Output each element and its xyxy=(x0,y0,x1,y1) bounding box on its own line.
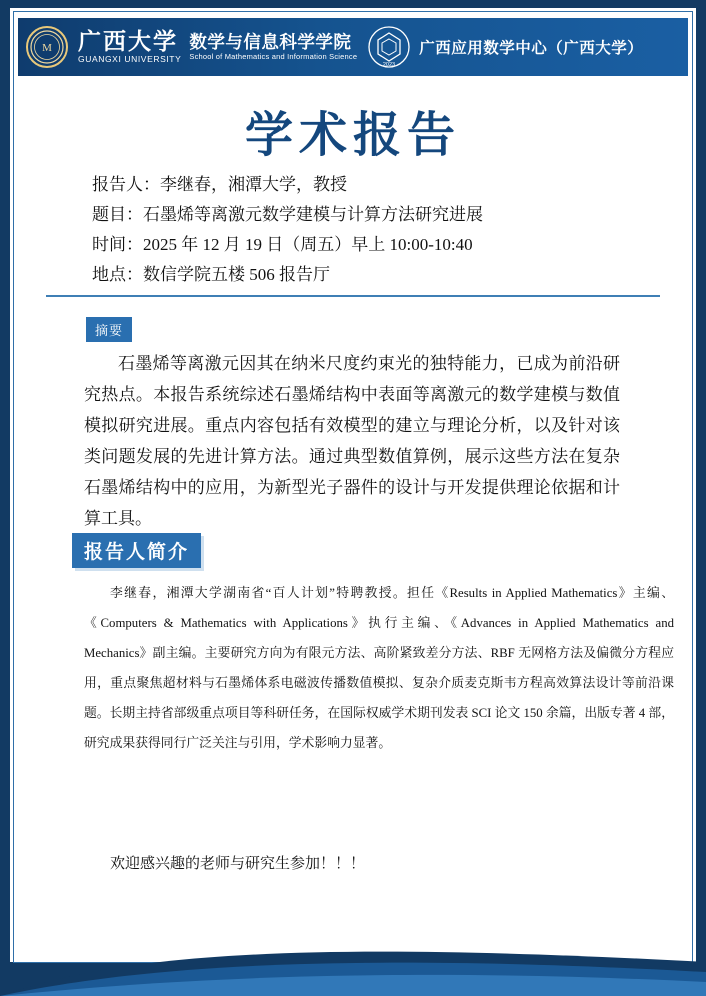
divider-line xyxy=(46,295,660,297)
info-topic: 题目：石墨烯等离激元数学建模与计算方法研究进展 xyxy=(92,205,483,224)
university-name-block xyxy=(78,30,181,64)
university-seal-icon xyxy=(26,26,68,68)
center-hexagon-logo-icon xyxy=(367,25,411,69)
speaker-bio-heading: 报告人简介 xyxy=(72,533,201,568)
frame-top-band xyxy=(0,0,706,8)
abstract-label: 摘要 xyxy=(86,317,132,342)
university-name-en: GUANGXI UNIVERSITY xyxy=(78,54,182,65)
info-place: 地点：数信学院五楼 506 报告厅 xyxy=(92,265,330,284)
school-name-block xyxy=(189,33,357,61)
school-name-en: School of Mathematics and Information Science xyxy=(189,52,358,62)
page-title: 学术报告 xyxy=(244,109,461,162)
header-banner xyxy=(18,18,688,76)
school-name-cn: 数学与信息科学学院 xyxy=(189,31,352,52)
speaker-bio-text: 李继春，湘潭大学湖南省“百人计划”特聘教授。担任《Results in Applied Mathematics》主编、《Computers & Mathematics with Applications》执行主编、《Advances in Applied Mathematics and Mechanics》副主编。主要研究方向为有限元方法、高阶紧致差分方法、RBF 无网格方法及偏微分方程应用，重点聚焦超材料与石墨烯体系电磁波传播数值模拟、复杂介质麦克斯韦方程高效算法设计等前沿课题。长期主持省部级重点项目等科研任务，在国际权威学术期刊发表 SCI 论文 150 余篇，出版专著 4 部，研究成果获得同行广泛关注与引用，学术影响力显著。 xyxy=(84,586,674,750)
bottom-swoosh-decoration xyxy=(0,936,706,996)
abstract-text: 石墨烯等离激元因其在纳米尺度约束光的独特能力，已成为前沿研究热点。本报告系统综述石墨烯结构中表面等离激元的数学建模与数值模拟研究进展。重点内容包括有效模型的建立与理论分析，以及针对该类问题发展的先进计算方法。通过典型数值算例，展示这些方法在复杂石墨烯结构中的应用，为新型光子器件的设计与开发提供理论依据和计算工具。 xyxy=(84,354,620,528)
center-logo-year: 2023 xyxy=(383,62,396,68)
svg-text:M: M xyxy=(42,42,52,54)
event-info-block xyxy=(92,170,652,290)
center-name: 广西应用数学中心（广西大学） xyxy=(419,40,644,57)
info-speaker: 报告人：李继春，湘潭大学，教授 xyxy=(92,175,347,194)
info-time: 时间：2025 年 12 月 19 日（周五）早上 10:00-10:40 xyxy=(92,235,473,254)
university-name-cn: 广西大学 xyxy=(78,28,178,54)
welcome-note: 欢迎感兴趣的老师与研究生参加！！！ xyxy=(110,856,366,872)
